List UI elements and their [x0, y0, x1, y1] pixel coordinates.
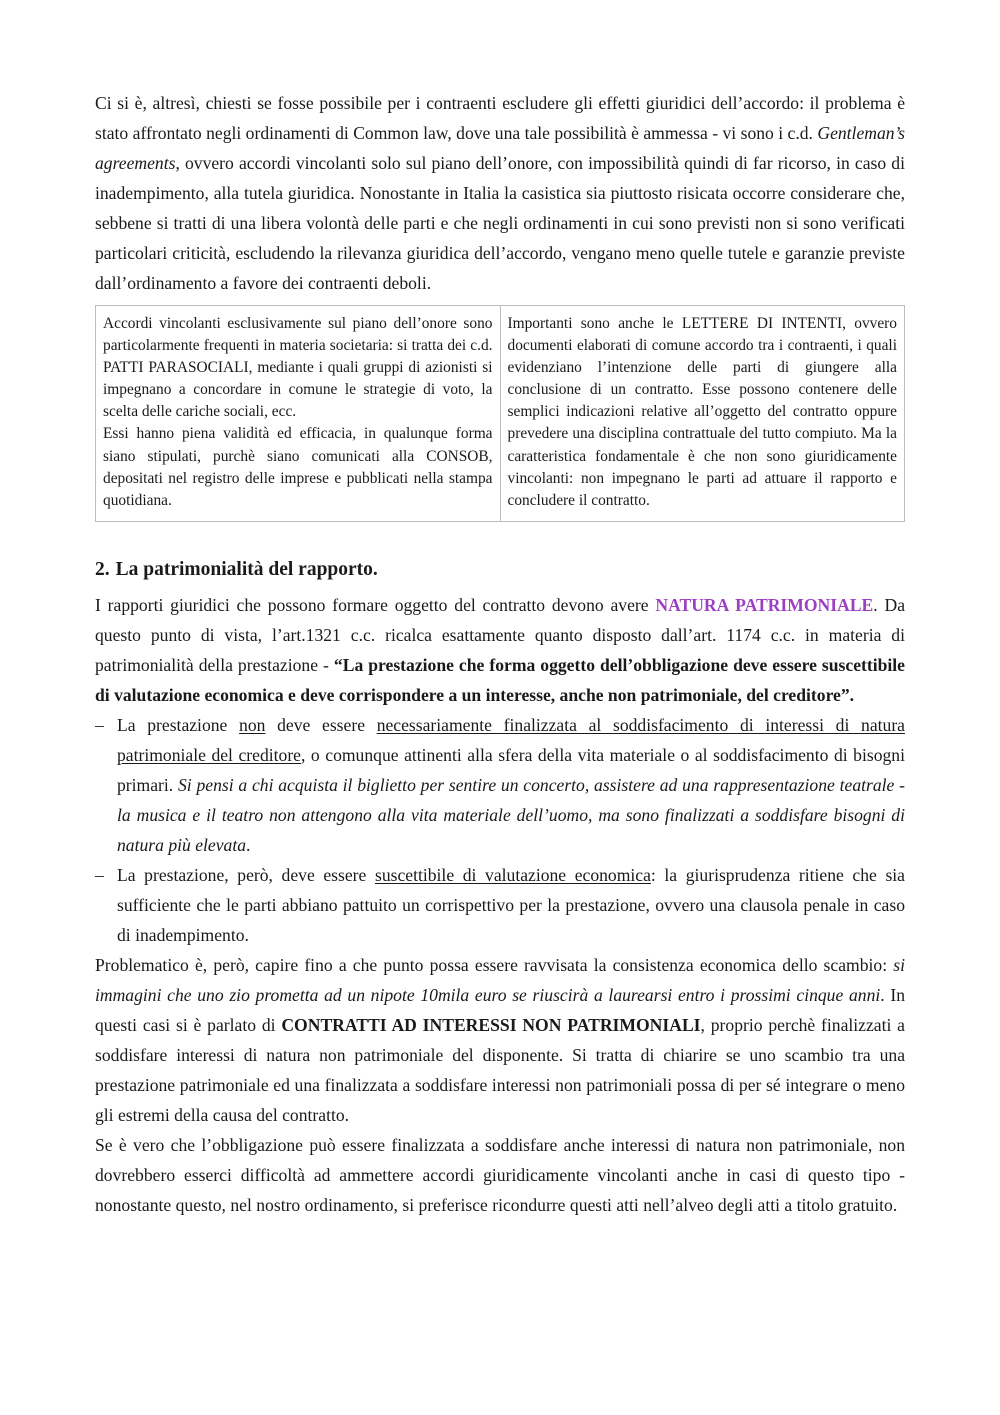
art-1174-quote: “La prestazione che forma oggetto dell’obbligazione deve essere suscettibile di valutazione economica e deve corrispondere a un interesse, anche non patrimoniale, del creditore”. — [95, 654, 905, 705]
list-item: – La prestazione non deve essere necessariamente finalizzata al soddisfacimento di interessi di natura patrimoniale del creditore, o comunque attinenti alla sfera della vita materiale o al soddisfacimento di bisogni primari. Si pensi a chi acquista il biglietto per sentire un concerto, assistere ad una rappresentazione teatrale - la musica e il teatro non attengono alla vita materiale dell’uomo, ma sono finalizzati a soddisfare bisogni di natura più elevata. — [95, 710, 905, 860]
lettere-di-intenti-text: Importanti sono anche le LETTERE DI INTENTI, ovvero documenti elaborati di comune accordo tra i contraenti, i quali evidenziano l’intenzione delle parti di giungere alla conclusione di un contratto. Esse possono contenere delle semplici indicazioni relative all’oggetto del contratto oppure prevedere una disciplina contrattuale del tutto compiuto. Ma la caratteristica fondamentale è che non sono giuridicamente vincolanti: non impegnano le parti ad attuare il rapporto e concludere il contratto. — [507, 315, 897, 509]
document-page — [95, 88, 905, 1220]
dash-marker: – — [95, 714, 104, 735]
section-number: 2. — [95, 558, 110, 580]
contratti-non-patrimoniali-term: CONTRATTI AD INTERESSI NON PATRIMONIALI — [281, 1014, 701, 1035]
dash-marker: – — [95, 864, 104, 885]
list-item: – La prestazione, però, deve essere suscettibile di valutazione economica: la giurisprudenza ritiene che sia sufficiente che le parti abbiano pattuito un corrispettivo per la prestazione, ovvero una clausola penale in caso di inadempimento. — [95, 860, 905, 950]
section-paragraph-2: Problematico è, però, capire fino a che punto possa essere ravvisata la consistenza economica dello scambio: si immagini che uno zio prometta ad un nipote 10mila euro se riuscirà a laurearsi entro i prossimi cinque anni. In questi casi si è parlato di CONTRATTI AD INTERESSI NON PATRIMONIALI, proprio perchè finalizzati a soddisfare interessi di natura non patrimoniale del disponente. Si tratta di chiarire se uno scambio tra una prestazione patrimoniale ed una finalizzata a soddisfare interessi non patrimoniali possa di per sé integrare o meno gli estremi della causa del contratto. — [95, 954, 906, 1125]
intro-paragraph: Ci si è, altresì, chiesti se fosse possibile per i contraenti escludere gli effetti giuridici dell’accordo: il problema è stato affrontato negli ordinamenti di Common law, dove una tale possibilità è ammessa - vi sono i c.d. Gentleman’s agreements, ovvero accordi vincolanti solo sul piano dell’onore, con impossibilità quindi di far ricorso, in caso di inadempimento, alla tutela giuridica. Nonostante in Italia la casistica sia piuttosto risicata occorre considerare che, sebbene si tratti di una libera volontà delle parti e che negli ordinamenti in cui sono previsti non si sono verificati particolari criticità, escludendo la rilevanza giuridica dell’accordo, vengano meno quelle tutele e garanzie previste dall’ordinamento a favore dei contraenti deboli. — [95, 93, 905, 293]
section-paragraph-1: I rapporti giuridici che possono formare oggetto del contratto devono avere NATURA PATRIMONIALE. Da questo punto di vista, l’art.1321 c.c. ricalca esattamente quanto disposto dall’art. 1174 c.c. in materia di patrimonialità della prestazione - “La prestazione che forma oggetto dell’obbligazione deve essere suscettibile di valutazione economica e deve corrispondere a un interesse, anche non patrimoniale, del creditore”. — [95, 594, 906, 705]
section-heading — [95, 556, 905, 584]
gentlemans-agreements-term: Gentleman’s agreements — [95, 123, 905, 173]
bullet-list — [95, 710, 905, 950]
section-title: La patrimonialità del rapporto. — [115, 558, 378, 580]
box-left-column — [96, 306, 501, 521]
natura-patrimoniale-highlight: NATURA PATRIMONIALE — [655, 594, 874, 615]
validity-text: Essi hanno piena validità ed efficacia, in qualunque forma siano stipulati, purchè siano comunicati alla CONSOB, depositati nel registro delle imprese e pubblicati nella stampa quotidiana. — [103, 425, 493, 509]
comparison-box — [95, 305, 905, 522]
patti-parasociali-text: Accordi vincolanti esclusivamente sul piano dell’onore sono particolarmente frequenti in materia societaria: si tratta dei c.d. PATTI PARASOCIALI, mediante i quali gruppi di azionisti si impegnano a concordare in comune le strategie di voto, la scelta delle cariche sociali, ecc. — [103, 315, 493, 421]
section-paragraph-3: Se è vero che l’obbligazione può essere finalizzata a soddisfare anche interessi di natura non patrimoniale, non dovrebbero esserci difficoltà ad ammettere accordi giuridicamente vincolanti anche in casi di questo tipo - nonostante questo, nel nostro ordinamento, si preferisce ricondurre questi atti nell’alveo degli atti a titolo gratuito. — [95, 1134, 905, 1215]
box-right-column — [501, 306, 905, 521]
